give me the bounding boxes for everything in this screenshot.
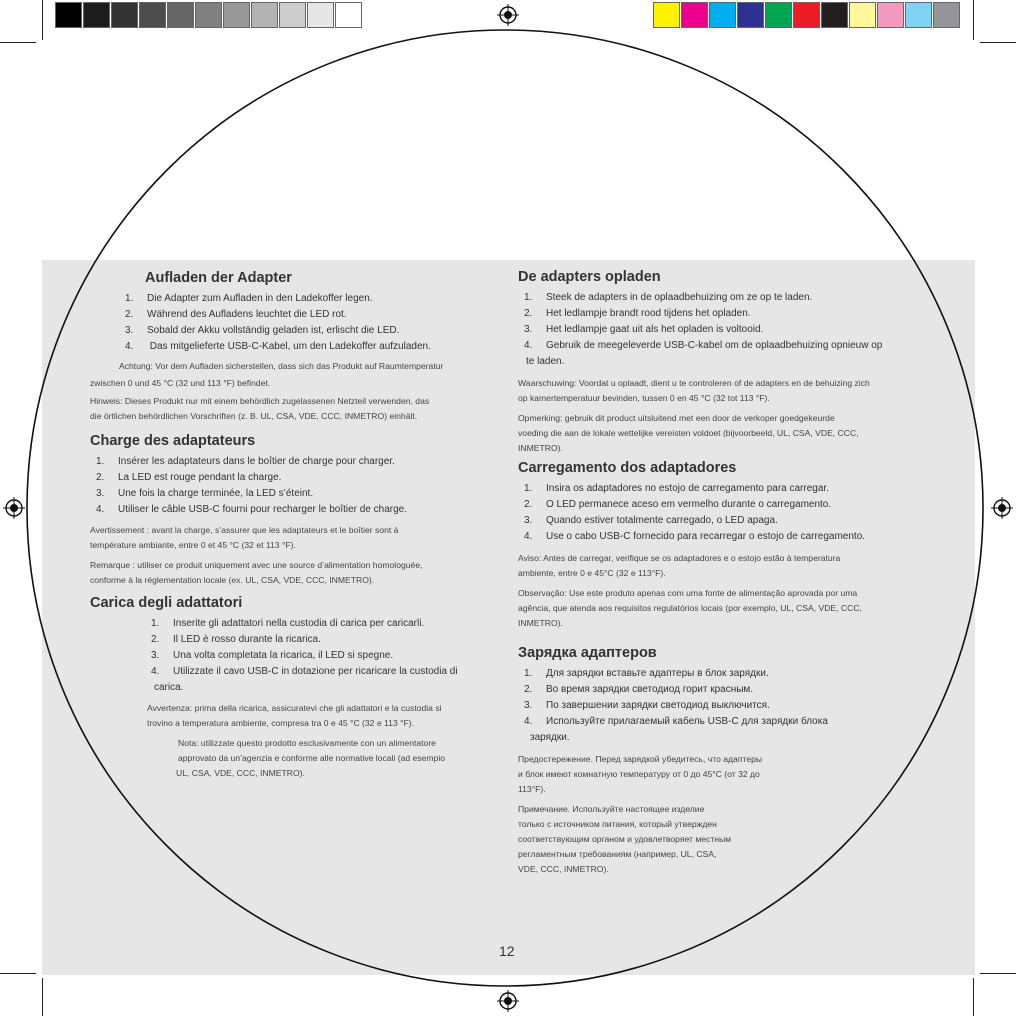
gray-swatch [111,2,138,28]
note-text: Remarque : utiliser ce produit uniquement avec une source d’alimentation homologuée, conforme à la réglementation locale (ex. UL, CSA, VDE, CCC, INMETRO). [90,560,423,585]
registration-mark-top [497,4,519,26]
registration-mark-right [991,497,1013,519]
color-swatch [793,2,820,28]
list-item: 4. Используйте прилагаемый кабель USB-C для зарядки блока [524,716,828,727]
section-russian [518,645,938,877]
section-title: Carregamento dos adaptadores [518,460,737,476]
list-item: 4. Use o cabo USB-C fornecido para recarregar o estojo de carregamento. [524,531,866,542]
section-title: Aufladen der Adapter [145,270,292,286]
crop-mark-bl-h [0,973,36,974]
color-swatch [737,2,764,28]
steps-list [524,481,938,545]
page-number: 12 [499,943,515,959]
warning-text: Achtung: Vor dem Aufladen sicherstellen, dass sich das Produkt auf Raumtemperatur zwischen 0 und 45 °C (32 und 113 °F) befindet. [90,361,444,388]
list-item: 3. Una volta completata la ricarica, il LED si spegne. [151,650,394,661]
color-swatch [877,2,904,28]
section-dutch [518,269,938,456]
registration-mark-left [3,497,25,519]
crop-mark-tl-h [0,42,36,43]
color-swatch [905,2,932,28]
color-swatch [933,2,960,28]
gray-swatch [307,2,334,28]
list-item: 1. Для зарядки вставьте адаптеры в блок зарядки. [524,668,769,679]
note-text: Примечание. Используйте настоящее изделие только с источником питания, который утвержден соответствующим органом и удовлетворяет местным регламентным требованиям (например, UL, CSA, VDE, CCC, INMETRO). [518,804,732,874]
crop-mark-tl-v [42,0,43,40]
list-item: 3. По завершении зарядки светодиод выключится. [524,700,770,711]
list-item: 3. Het ledlampje gaat uit als het opladen is voltooid. [524,324,764,335]
section-title: Зарядка адаптеров [518,645,657,661]
warning-text: Aviso: Antes de carregar, verifique se os adaptadores e o estojo estão à temperatura ambiente, entre 0 e 45°C (32 e 113°F). [518,553,841,578]
list-item-continuation: te laden. [526,356,565,367]
warning-text: Waarschuwing: Voordat u oplaadt, dient u te controleren of de adapters en de behuizing zich op kamertemperatuur bevinden, tussen 0 en 45 °C (32 tot 113 °F). [518,378,870,403]
warning-text: Avertissement : avant la charge, s’assurer que les adaptateurs et le boîtier sont à température ambiante, entre 0 et 45 °C (32 et 113 °F). [90,525,399,550]
steps-list [96,454,505,518]
list-item: 2. Во время зарядки светодиод горит красным. [524,684,754,695]
color-swatch [849,2,876,28]
gray-swatch [335,2,362,28]
registration-mark-bottom [497,990,519,1012]
note-text: Opmerking: gebruik dit product uitsluitend met een door de verkoper goedgekeurde voeding die aan de lokale wettelijke vereisten voldoet (bijvoorbeeld, UL, CSA, VDE, CCC, INMETRO). [518,413,859,453]
list-item: 2. Il LED è rosso durante la ricarica. [151,634,321,645]
gray-swatch [223,2,250,28]
color-swatch [765,2,792,28]
list-item: 3. Une fois la charge terminée, la LED s’éteint. [96,488,314,499]
warning-text: Avvertenza: prima della ricarica, assicuratevi che gli adattatori e la custodia si trovino a temperatura ambiente, compresa tra 0 e 45 °C (32 e 113 °F). [147,703,442,728]
list-item: 2. O LED permanece aceso em vermelho durante o carregamento. [524,499,832,510]
crop-mark-br-h [980,973,1016,974]
list-item: 4. Gebruik de meegeleverde USB-C-kabel om de oplaadbehuizing opnieuw op [524,340,883,351]
gray-swatch [195,2,222,28]
gray-swatch [139,2,166,28]
gray-swatch [251,2,278,28]
crop-mark-br-v [973,978,974,1016]
note-text: Hinweis: Dieses Produkt nur mit einem behördlich zugelassenen Netzteil verwenden, das die örtlichen behördlichen Vorschriften (z. B. UL, CSA, VDE, CCC, INMETRO) einhält. [90,396,430,421]
section-title: De adapters opladen [518,269,661,285]
list-item: 1. Inserite gli adattatori nella custodia di carica per caricarli. [151,618,425,629]
list-item: 1. Insira os adaptadores no estojo de carregamento para carregar. [524,483,829,494]
section-title: Charge des adaptateurs [90,433,256,449]
gray-swatch [279,2,306,28]
list-item: 1. Insérer les adaptateurs dans le boîtier de charge pour charger. [96,456,395,467]
section-portuguese [518,460,938,631]
section-title: Carica degli adattatori [90,595,243,611]
section-italian [90,595,505,781]
list-item: 1. Steek de adapters in de oplaadbehuizing om ze op te laden. [524,292,813,303]
steps-list [524,290,938,370]
section-german [90,270,505,424]
crop-mark-tr-h [980,42,1016,43]
list-item-continuation: carica. [154,682,184,693]
note-text: Observação: Use este produto apenas com uma fonte de alimentação aprovada por uma agência, que atenda aos requisitos regulatórios locais (por exemplo, UL, CSA, VDE, CCC, INMETRO). [518,588,862,628]
gray-swatch [167,2,194,28]
list-item: 2. Het ledlampje brandt rood tijdens het opladen. [524,308,751,319]
list-item: 2. Während des Aufladens leuchtet die LED rot. [125,309,347,320]
list-item: 1. Die Adapter zum Aufladen in den Ladekoffer legen. [125,293,373,304]
gray-swatch [55,2,82,28]
color-swatch [821,2,848,28]
list-item: 3. Quando estiver totalmente carregado, o LED apaga. [524,515,778,526]
color-swatch [681,2,708,28]
crop-mark-tr-v [973,0,974,40]
gray-swatch [83,2,110,28]
steps-list [125,291,505,355]
section-french [90,433,505,588]
steps-list [524,666,938,746]
note-text: Nota: utilizzate questo prodotto esclusivamente con un alimentatore approvato da un’agenzia e conforme alle normative locali (ad esempio UL, CSA, VDE, CCC, INMETRO). [176,738,446,778]
list-item: 2. La LED est rouge pendant la charge. [96,472,282,483]
list-item-continuation: зарядки. [530,732,570,743]
color-swatch [709,2,736,28]
list-item: 4. Utiliser le câble USB-C fourni pour recharger le boîtier de charge. [96,504,408,515]
warning-text: Предостережение. Перед зарядкой убедитесь, что адаптеры и блок имеют комнатную температуру от 0 до 45°C (от 32 до 113°F). [518,754,763,794]
crop-mark-bl-v [42,978,43,1016]
list-item: 3. Sobald der Akku vollständig geladen ist, erlischt die LED. [125,325,400,336]
steps-list [151,616,505,696]
list-item: 4. Utilizzate il cavo USB-C in dotazione per ricaricare la custodia di [151,666,458,677]
list-item: 4. Das mitgelieferte USB-C-Kabel, um den Ladekoffer aufzuladen. [125,341,431,352]
color-swatch [653,2,680,28]
